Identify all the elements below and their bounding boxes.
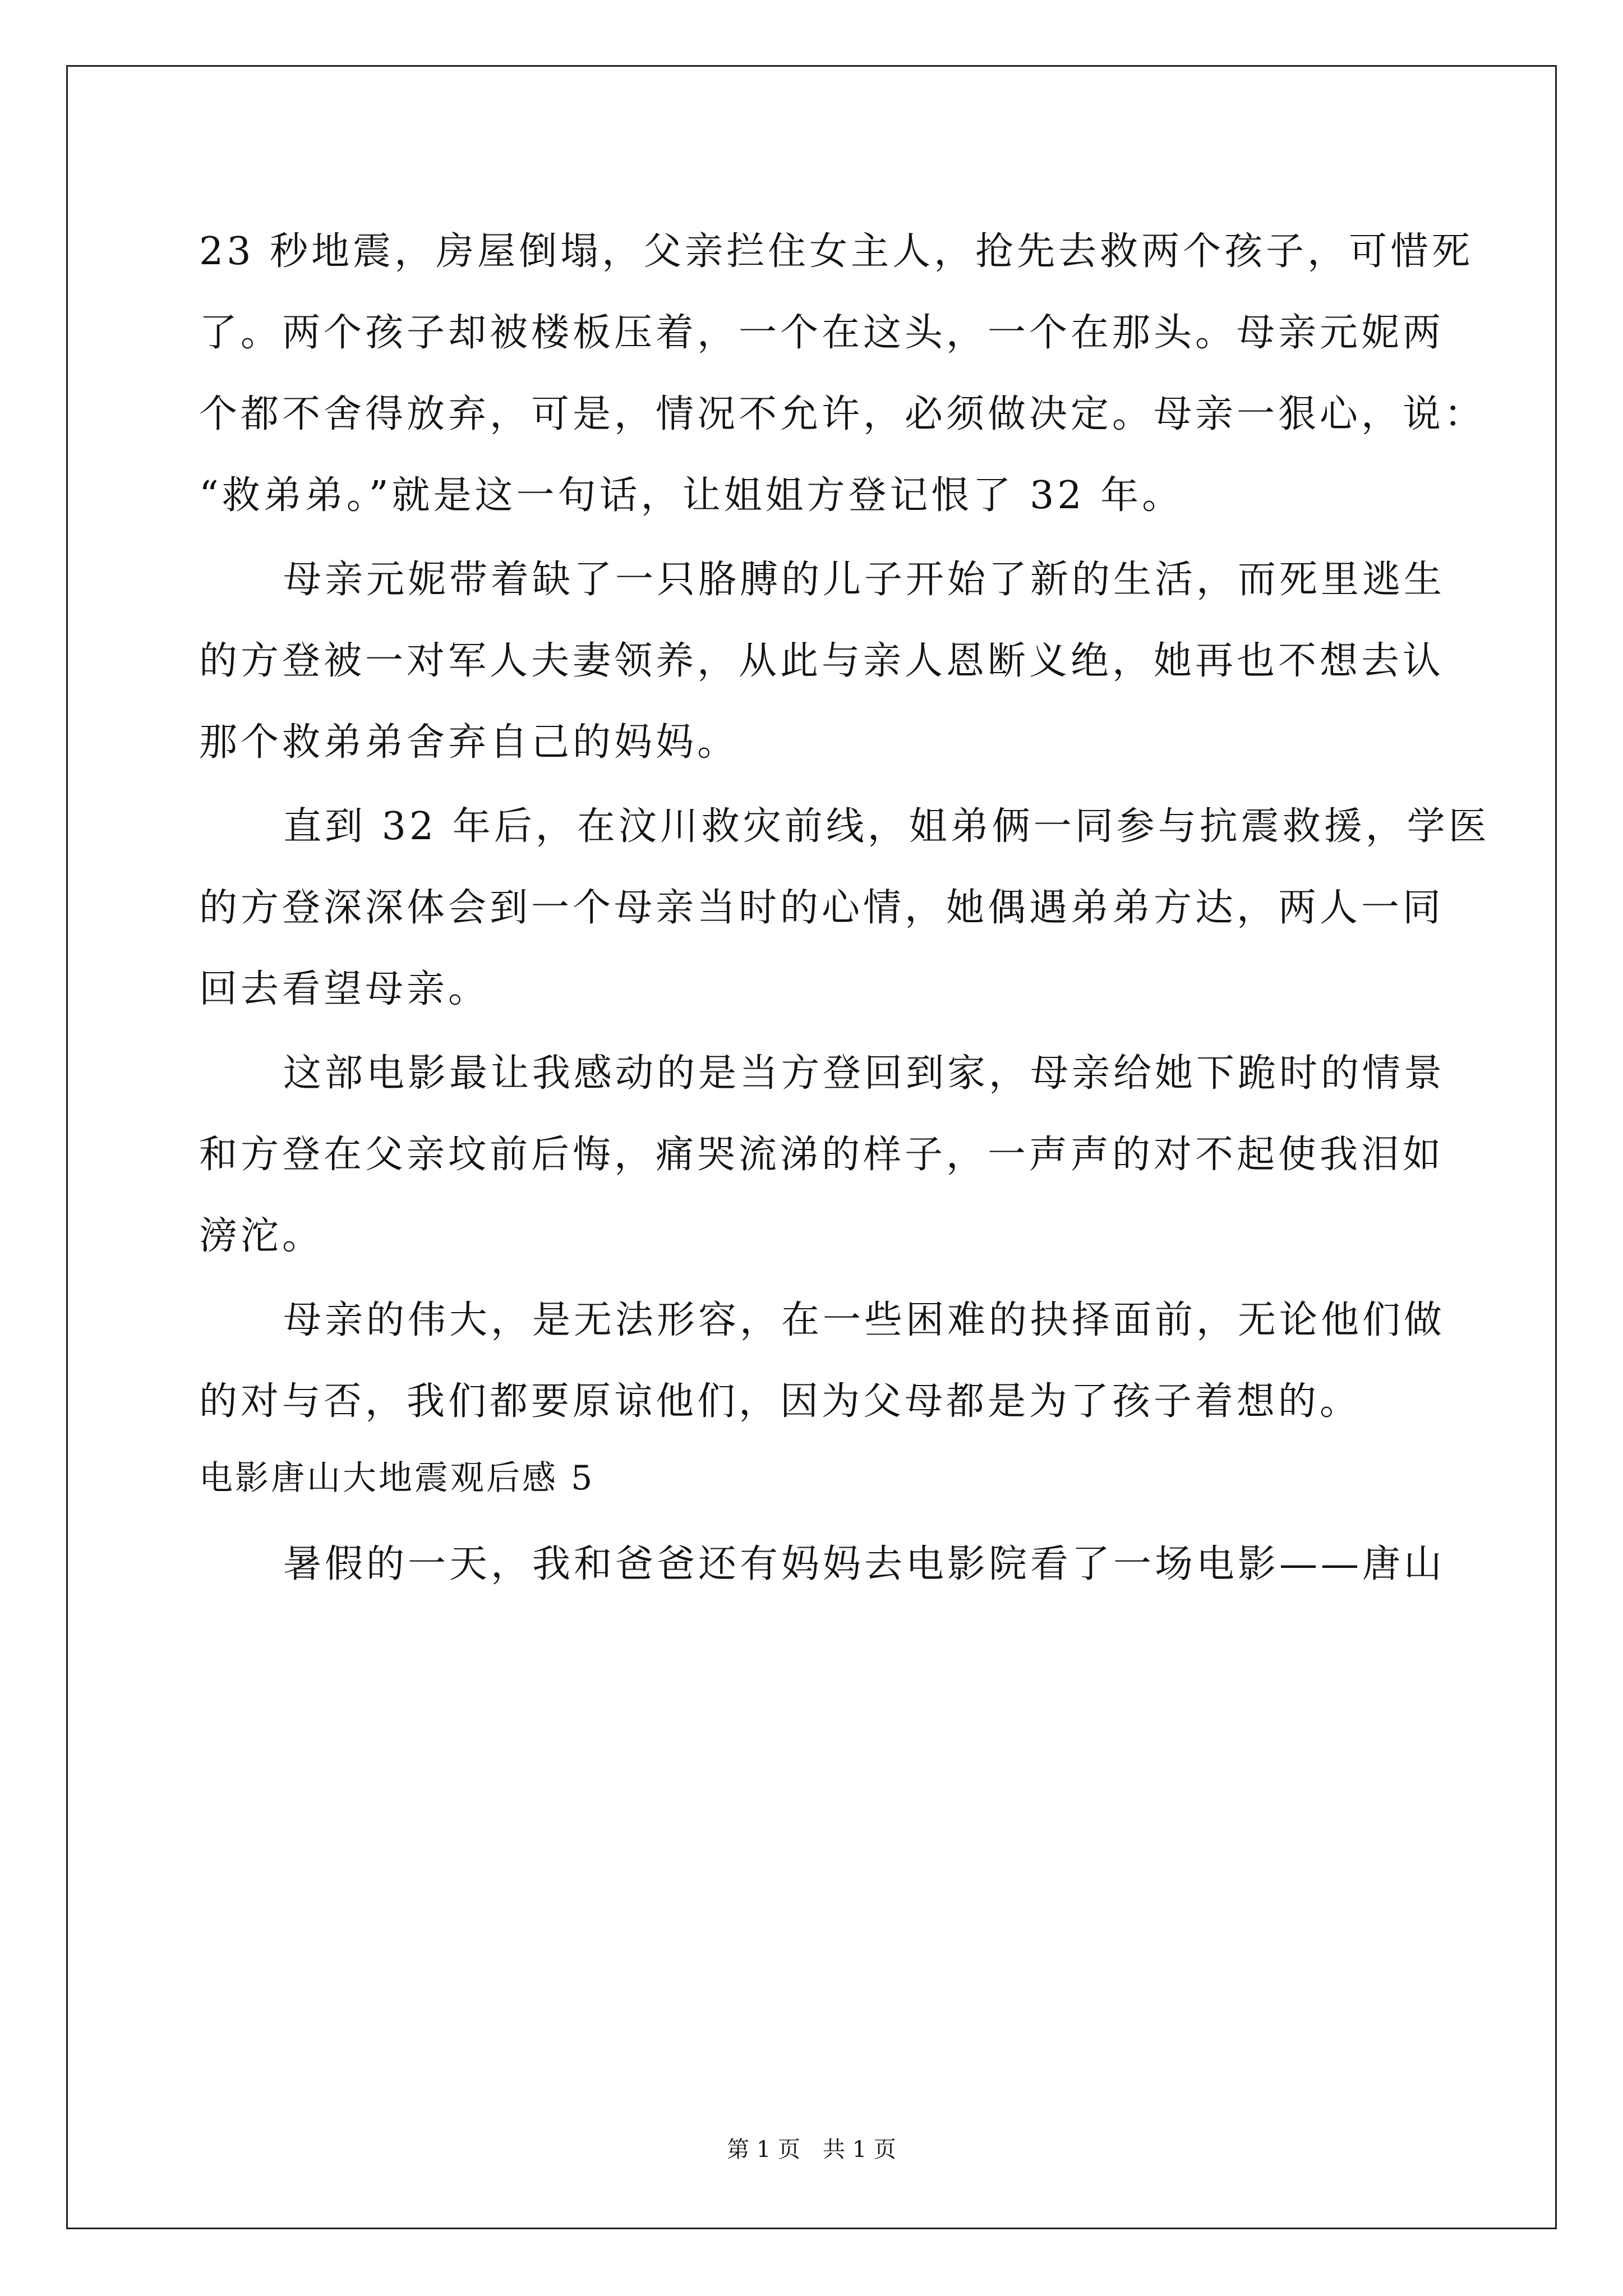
text-line: 的方登深深体会到一个母亲当时的心情，她偶遇弟弟方达，两人一同 (199, 886, 1445, 930)
text-line: 的对与否，我们都要原谅他们，因为父母都是为了孩子着想的。 (199, 1379, 1362, 1424)
text-line: 滂沱。 (199, 1214, 324, 1258)
text-line: 母亲元妮带着缺了一只胳膊的儿子开始了新的生活，而死里逃生 (283, 558, 1446, 602)
section-heading: 电影唐山大地震观后感 5 (199, 1458, 595, 1498)
text-line: 了。两个孩子却被楼板压着，一个在这头，一个在那头。母亲元妮两 (199, 311, 1445, 355)
text-line: 那个救弟弟舍弃自己的妈妈。 (199, 720, 739, 765)
text-line: 个都不舍得放弃，可是，情况不允许，必须做决定。母亲一狠心，说： (199, 392, 1486, 436)
text-line: 直到 32 年后，在汶川救灾前线，姐弟俩一同参与抗震救援，学医 (283, 804, 1490, 849)
text-line: 23 秒地震，房屋倒塌，父亲拦住女主人，抢先去救两个孩子，可惜死 (199, 229, 1474, 274)
text-line: “救弟弟。”就是这一句话，让姐姐方登记恨了 32 年。 (199, 473, 1184, 518)
text-line: 母亲的伟大，是无法形容，在一些困难的抉择面前，无论他们做 (283, 1298, 1446, 1342)
page-number-footer: 第 1 页 共 1 页 (727, 2137, 896, 2162)
text-line: 这部电影最让我感动的是当方登回到家，母亲给她下跪时的情景 (283, 1051, 1446, 1096)
text-line: 暑假的一天，我和爸爸还有妈妈去电影院看了一场电影——唐山 (283, 1542, 1446, 1586)
text-line: 的方登被一对军人夫妻领养，从此与亲人恩断义绝，她再也不想去认 (199, 639, 1445, 683)
text-line: 回去看望母亲。 (199, 967, 490, 1011)
text-line: 和方登在父亲坟前后悔，痛哭流涕的样子，一声声的对不起使我泪如 (199, 1133, 1445, 1177)
